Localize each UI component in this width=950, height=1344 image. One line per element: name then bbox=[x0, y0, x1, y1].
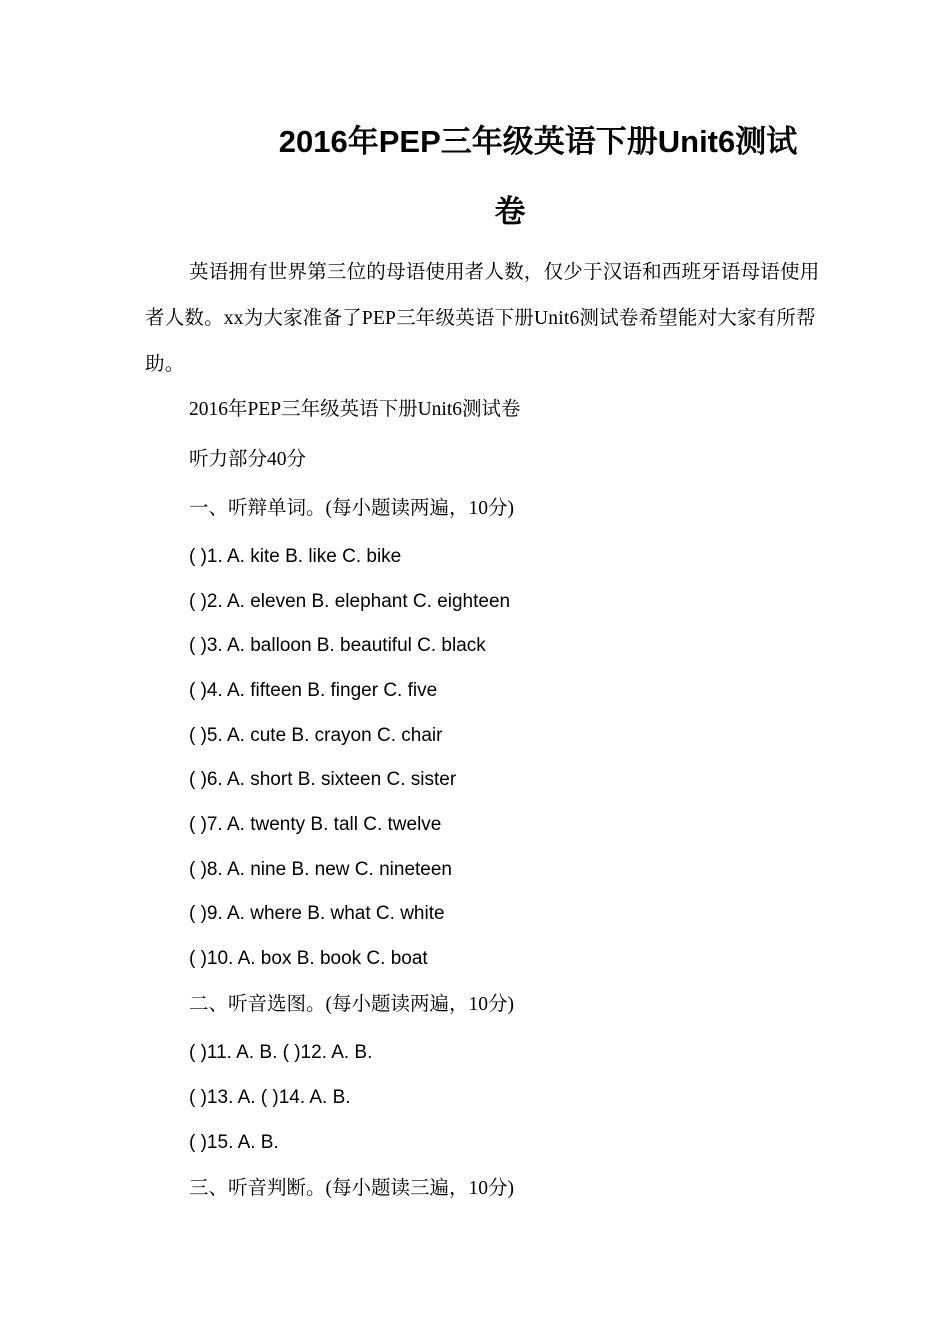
question-item: ( )1. A. kite B. like C. bike bbox=[189, 546, 402, 567]
listening-part-label: 听力部分40分 bbox=[189, 449, 307, 470]
section2-heading: 二、听音选图。(每小题读两遍，10分) bbox=[189, 994, 514, 1015]
question-item: ( )6. A. short B. sixteen C. sister bbox=[189, 769, 457, 790]
question-item: ( )10. A. box B. book C. boat bbox=[189, 948, 428, 969]
question-item: ( )11. A. B. ( )12. A. B. bbox=[189, 1042, 373, 1063]
section1-heading: 一、听辩单词。(每小题读两遍，10分) bbox=[189, 498, 514, 519]
question-item: ( )4. A. fifteen B. finger C. five bbox=[189, 680, 438, 701]
question-item: ( )8. A. nine B. new C. nineteen bbox=[189, 859, 452, 880]
question-item: ( )2. A. eleven B. elephant C. eighteen bbox=[189, 591, 511, 612]
document-title-continued: 卷 bbox=[494, 194, 526, 229]
section3-heading: 三、听音判断。(每小题读三遍，10分) bbox=[189, 1178, 514, 1199]
intro-paragraph: 英语拥有世界第三位的母语使用者人数，仅少于汉语和西班牙语母语使用者人数。xx为大家准备了PEP三年级英语下册Unit6测试卷希望能对大家有所帮助。 bbox=[145, 262, 820, 375]
document-title: 2016年PEP三年级英语下册Unit6测试 bbox=[278, 124, 798, 159]
question-item: ( )9. A. where B. what C. white bbox=[189, 903, 445, 924]
question-item: ( )13. A. ( )14. A. B. bbox=[189, 1087, 351, 1108]
subtitle: 2016年PEP三年级英语下册Unit6测试卷 bbox=[189, 399, 521, 420]
question-item: ( )7. A. twenty B. tall C. twelve bbox=[189, 814, 442, 835]
question-item: ( )5. A. cute B. crayon C. chair bbox=[189, 725, 443, 746]
question-item: ( )15. A. B. bbox=[189, 1132, 279, 1153]
question-item: ( )3. A. balloon B. beautiful C. black bbox=[189, 635, 486, 656]
